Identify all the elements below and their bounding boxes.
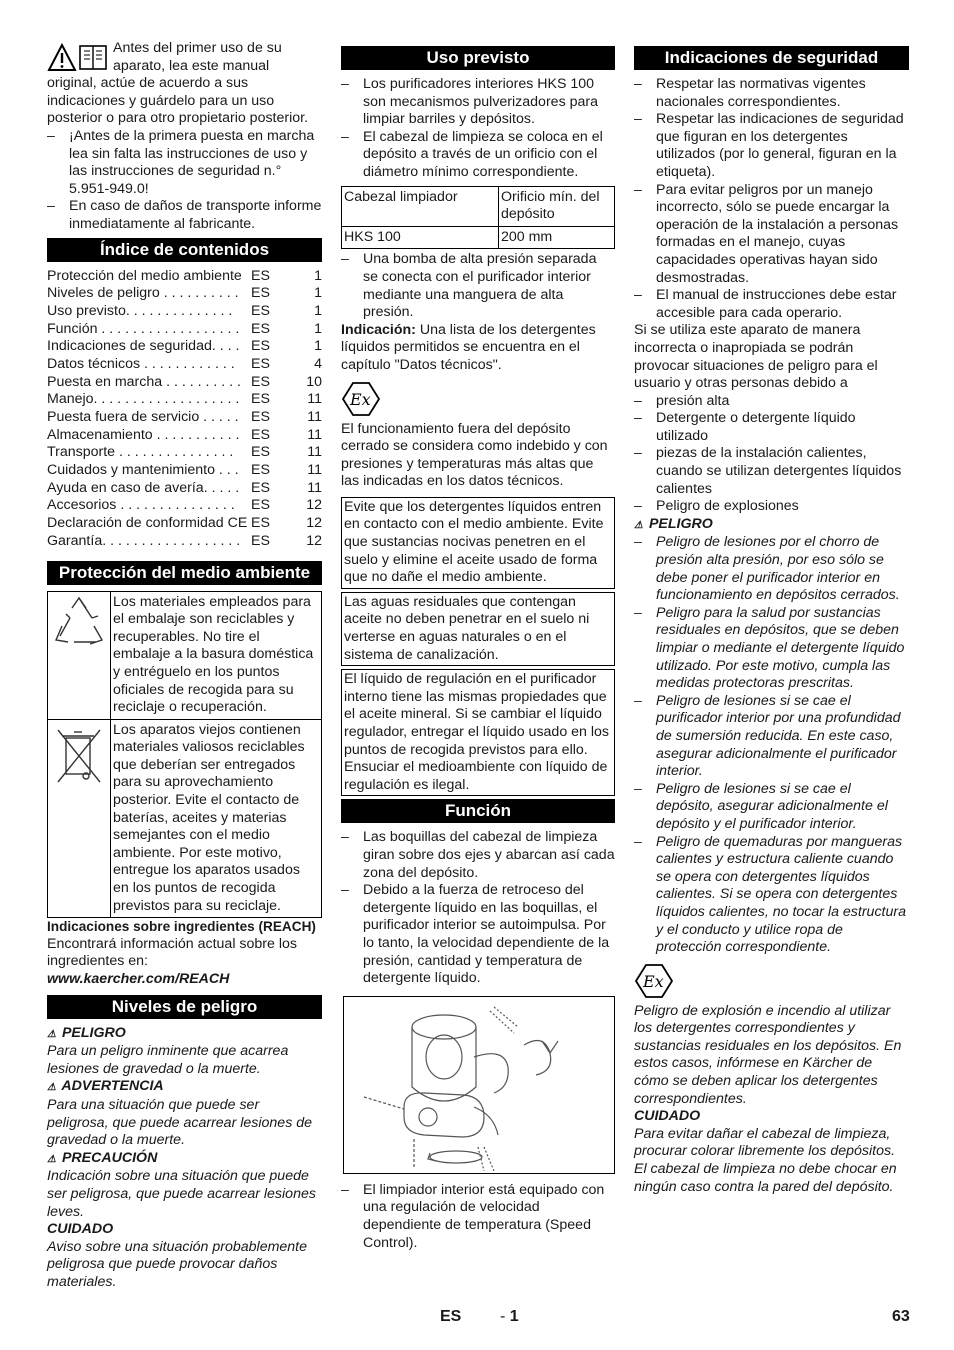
- toc-entry-title: Transporte . . . . . . . . . . . . . . .: [47, 444, 234, 461]
- env-box: El líquido de regulación en el purificador interno tiene las mismas propiedades que el aceite mineral. Si se cambiar el líquido regulador, entregar el líquido usado en los puntos de recogida previstos para ello. Ensuciar el medioambiente con líquido de regulación es ilegal.: [341, 669, 615, 796]
- toc-entry-page: 1: [314, 267, 322, 284]
- toc-entry-lang: ES: [251, 373, 270, 390]
- toc-entry[interactable]: [47, 427, 322, 445]
- reach-text: Encontrará información actual sobre los ingredientes en:: [47, 935, 297, 970]
- toc-entry[interactable]: [47, 462, 322, 480]
- seg-heading: Indicaciones de seguridad: [634, 46, 909, 70]
- seg-item: – Respetar las normativas vigentes nacionales correspondientes.: [634, 76, 866, 110]
- level-label: ⚠ ADVERTENCIA: [47, 1078, 322, 1097]
- toc-entry-lang: ES: [251, 532, 270, 549]
- intro-text: Antes del primer uso de su aparato, lea este manual original, actúe de acuerdo a sus indicaciones y guárdelo para un uso posterior o para otro propietario posterior.: [47, 40, 309, 127]
- svg-text:Ex: Ex: [643, 971, 664, 991]
- table-cell: 200 mm: [499, 226, 615, 249]
- toc-entry-lang: ES: [251, 497, 270, 514]
- intro: [47, 40, 322, 128]
- table-cell: Cabezal limpiador: [342, 186, 499, 226]
- misuse-item: – piezas de la instalación calientes, cuando se utilizan detergentes líquidos calientes: [634, 445, 902, 497]
- toc-entry-title: Garantía. . . . . . . . . . . . . . . . . .: [47, 532, 241, 549]
- toc-entry-title: Puesta en marcha . . . . . . . . . .: [47, 373, 241, 390]
- env-weee-text: Los aparatos viejos contienen materiales valiosos reciclables que deberían ser entregados para su aprovechamiento posterior. Evite el contacto de baterías, aceites y materias semejantes con el medio ambiente. Por este motivo, entregue los aparatos usados en los puntos de recogida previstos para su reciclaje.: [111, 719, 322, 918]
- peligro-item: – Peligro de lesiones por el chorro de presión alta presión, por eso sólo se debe poner el purificador interior en funcionamiento en depósitos cerrados.: [634, 534, 900, 604]
- toc-entry-page: 4: [314, 355, 322, 372]
- seg-item: – Respetar las indicaciones de seguridad que figuran en los detergentes utilizados (por lo general, figuran en la etiqueta).: [634, 111, 904, 180]
- toc-entry-lang: ES: [251, 302, 270, 319]
- toc-entry-lang: ES: [251, 391, 270, 408]
- ex-explosion-icon: [341, 381, 381, 417]
- toc-entry-page: 11: [307, 462, 322, 479]
- orifice-table: [341, 186, 615, 250]
- warning-manual-icon: [47, 42, 109, 72]
- uso-item: – Una bomba de alta presión separada se conecta con el purificador interior mediante una manguera de alta presión.: [341, 251, 597, 321]
- uso-item: – Los purificadores interiores HKS 100 son mecanismos pulverizadores para limpiar barriles y depósitos.: [341, 76, 598, 128]
- toc-entry-title: Datos técnicos . . . . . . . . . . . .: [47, 355, 235, 372]
- uso-item: – El cabezal de limpieza se coloca en el depósito a través de un orificio con el diámetro mínimo correspondiente.: [341, 128, 603, 180]
- toc-entry-lang: ES: [251, 462, 270, 479]
- toc-entry[interactable]: [47, 497, 322, 515]
- indicacion: Indicación: Una lista de los detergentes líquidos permitidos se encuentra en el capítulo "Datos técnicos".: [341, 321, 596, 373]
- peligro-item: – Peligro para la salud por sustancias residuales en depósitos, que se deben limpiar o mediante el detergente líquido utilizado. Por este motivo, cumpla las medidas protectoras prescritas.: [634, 604, 905, 692]
- levels-heading: Niveles de peligro: [47, 995, 322, 1019]
- env-table: [47, 591, 322, 919]
- toc-entry-title: Declaración de conformidad CE: [47, 515, 248, 532]
- uso-heading: Uso previsto: [341, 46, 615, 70]
- toc-entry[interactable]: [47, 533, 322, 551]
- toc-entry-page: 11: [307, 444, 322, 461]
- toc-entry-lang: ES: [251, 444, 270, 461]
- footer-language: ES: [440, 1308, 462, 1325]
- toc-entry-title: Accesorios . . . . . . . . . . . . . . .: [47, 497, 235, 514]
- cuidado-text: Aviso sobre una situación probablemente peligrosa que puede provocar daños materiales.: [47, 1238, 308, 1290]
- toc-entry-page: 10: [306, 373, 322, 390]
- env-heading: Protección del medio ambiente: [47, 561, 322, 585]
- toc-entry[interactable]: [47, 303, 322, 321]
- toc-entry-lang: ES: [251, 338, 270, 355]
- column-1: [47, 40, 322, 1292]
- seg-item: – El manual de instrucciones debe estar accesible para cada operario.: [634, 287, 897, 321]
- toc-entry-page: 1: [314, 338, 322, 355]
- warning-icon: ⚠: [634, 519, 643, 531]
- level-label: ⚠ PELIGRO: [47, 1025, 322, 1044]
- toc-entry-page: 12: [306, 532, 322, 549]
- level-text: Para una situación que puede ser peligrosa, que puede acarrear lesiones de gravedad o la muerte.: [47, 1096, 313, 1149]
- toc-entry-lang: ES: [251, 285, 270, 302]
- level-label: ⚠ PRECAUCIÓN: [47, 1150, 322, 1169]
- cuidado-text: Para evitar dañar el cabezal de limpieza, procurar colorar libremente los depósitos. El cabezal de limpieza no debe chocar en ningún caso contra la pared del depósito.: [634, 1125, 897, 1195]
- toc-entry-lang: ES: [251, 515, 270, 532]
- toc-entry-title: Uso previsto. . . . . . . . . . . . . .: [47, 302, 233, 319]
- toc-entry[interactable]: [47, 515, 322, 533]
- weee-bin-icon: [48, 719, 111, 918]
- toc-entry-lang: ES: [251, 409, 270, 426]
- toc-entry-page: 1: [314, 285, 322, 302]
- toc-entry[interactable]: [47, 285, 322, 303]
- toc-entry-title: Almacenamiento . . . . . . . . . . .: [47, 426, 240, 443]
- footer-page-number: 63: [892, 1308, 910, 1325]
- funcion-item: – El limpiador interior está equipado con una regulación de velocidad dependiente de temperatura (Speed Control).: [341, 1181, 605, 1251]
- misuse-item: – presión alta: [634, 392, 730, 409]
- misuse-item: – Detergente o detergente líquido utilizado: [634, 410, 856, 444]
- cuidado-label: CUIDADO: [634, 1108, 701, 1125]
- column-2: [341, 40, 615, 1252]
- footer-local-page: - 1: [500, 1308, 519, 1325]
- toc-entry[interactable]: [47, 444, 322, 462]
- ex-explosion-icon: [634, 963, 674, 999]
- svg-text:Ex: Ex: [350, 389, 371, 409]
- toc-entry-lang: ES: [251, 320, 270, 337]
- toc-entry-title: Niveles de peligro . . . . . . . . . .: [47, 285, 239, 302]
- toc-entry[interactable]: [47, 480, 322, 498]
- toc-entry-page: 12: [306, 515, 322, 532]
- toc-entry[interactable]: [47, 338, 322, 356]
- cuidado-label: CUIDADO: [47, 1221, 114, 1238]
- warning-icon: ⚠: [47, 1082, 56, 1094]
- toc-entry-lang: ES: [251, 355, 270, 372]
- peligro-label: ⚠ PELIGRO: [634, 516, 909, 535]
- toc-entry-lang: ES: [251, 479, 270, 496]
- toc-entry-page: 11: [307, 479, 322, 496]
- toc-entry-title: Ayuda en caso de avería. . . . .: [47, 479, 240, 496]
- toc-entry[interactable]: [47, 374, 322, 392]
- table-of-contents: [47, 268, 322, 551]
- funcion-heading: Función: [341, 799, 615, 823]
- level-text: Para un peligro inminente que acarrea lesiones de gravedad o la muerte.: [47, 1043, 289, 1077]
- toc-entry-title: Cuidados y mantenimiento . . .: [47, 462, 239, 479]
- toc-entry-title: Protección del medio ambiente: [47, 267, 242, 284]
- toc-entry-page: 11: [307, 409, 322, 426]
- toc-entry[interactable]: [47, 321, 322, 339]
- warning-icon: ⚠: [47, 1028, 56, 1040]
- recycle-icon: [48, 591, 111, 719]
- toc-entry-page: 12: [306, 497, 322, 514]
- env-recycle-text: Los materiales empleados para el embalaje son reciclables y recuperables. No tire el embalaje a la basura doméstica y entréguelo en los puntos oficiales de recogida para su reciclaje o recuperación.: [111, 591, 322, 719]
- toc-entry[interactable]: [47, 391, 322, 409]
- cleaning-head-figure: [343, 996, 615, 1174]
- toc-entry[interactable]: [47, 409, 322, 427]
- env-box: Las aguas residuales que contengan aceite no deben penetrar en el suelo ni verterse en aguas naturales o en el sistema de canalización.: [341, 592, 615, 666]
- ex-text: El funcionamiento fuera del depósito cerrado se considera como indebido y con presiones y temperaturas más altas que las indicadas en los datos técnicos.: [341, 420, 608, 490]
- toc-entry-lang: ES: [251, 267, 270, 284]
- ex-warning-text: Peligro de explosión e incendio al utilizar los detergentes correspondientes y sustancias residuales en los depósitos. En estos casos, infórmese en Kärcher de cómo se deben aplicar los detergentes correspondientes.: [634, 1002, 902, 1107]
- toc-entry-title: Indicaciones de seguridad. . . .: [47, 338, 240, 355]
- misuse-item: – Peligro de explosiones: [634, 498, 799, 515]
- warning-icon: ⚠: [47, 1153, 56, 1165]
- level-text: Indicación sobre una situación que puede ser peligrosa, que puede acarrear lesiones leves.: [47, 1168, 316, 1220]
- funcion-item: – Las boquillas del cabezal de limpieza giran sobre dos ejes y abarcan así cada zona del depósito.: [341, 829, 615, 881]
- env-box: Evite que los detergentes líquidos entren en contacto con el medio ambiente. Evite que sustancias nocivas penetren en el suelo y elimine el aceite usado de forma que no dañe el medio ambiente.: [341, 497, 615, 589]
- peligro-item: – Peligro de lesiones si se cae el purificador interior por una profundidad de sumersión reducida. En este caso, asegurar adicionalmente el purificador interior.: [634, 692, 901, 780]
- toc-entry-title: Puesta fuera de servicio . . . . .: [47, 409, 239, 426]
- peligro-item: – Peligro de quemaduras por mangueras calientes y estructura caliente cuando se opera con detergentes líquidos calientes. Si se opera con detergentes líquidos calientes, no tocar la estructura y el conducto y utilice ropa de protección correspondiente.: [634, 833, 906, 956]
- toc-entry-title: Función . . . . . . . . . . . . . . . . . .: [47, 320, 240, 337]
- intro-item: – ¡Antes de la primera puesta en marcha lea sin falta las instrucciones de uso y las instrucciones de seguridad n.° 5.951-949.0!: [47, 127, 315, 197]
- toc-heading: Índice de contenidos: [47, 238, 322, 262]
- table-cell: Orificio mín. del depósito: [499, 186, 615, 226]
- toc-entry-page: 1: [314, 302, 322, 319]
- misuse-text: Si se utiliza este aparato de manera incorrecta o inapropiada se podrán provocar situaciones de peligro para el usuario y otras personas debido a: [634, 322, 878, 392]
- toc-entry-page: 1: [314, 320, 322, 337]
- peligro-item: – Peligro de lesiones si se cae el depósito, asegurar adicionalmente el depósito y el purificador interior.: [634, 780, 888, 832]
- toc-entry[interactable]: [47, 268, 322, 286]
- seg-item: – Para evitar peligros por un manejo incorrecto, sólo se puede encargar la operación de la instalación a personas formadas en el manejo, cuyas capacidades operativas hayan sido desmostradas.: [634, 181, 899, 286]
- toc-entry-lang: ES: [251, 426, 270, 443]
- funcion-item: – Debido a la fuerza de retroceso del detergente líquido en las boquillas, el purificador interior se autoimpulsa. Por lo tanto, la velocidad dependiente de la presión, cantidad y temperatura de detergente líquido.: [341, 882, 610, 987]
- toc-entry-page: 11: [307, 391, 322, 408]
- toc-entry[interactable]: [47, 356, 322, 374]
- table-cell: HKS 100: [342, 226, 499, 249]
- intro-item: – En caso de daños de transporte informe inmediatamente al fabricante.: [47, 198, 322, 232]
- column-3: [634, 40, 909, 1196]
- toc-entry-page: 11: [307, 426, 322, 443]
- toc-entry-title: Manejo. . . . . . . . . . . . . . . . . . .: [47, 391, 240, 408]
- reach-title: Indicaciones sobre ingredientes (REACH): [47, 919, 316, 935]
- reach-url[interactable]: www.kaercher.com/REACH: [47, 971, 230, 987]
